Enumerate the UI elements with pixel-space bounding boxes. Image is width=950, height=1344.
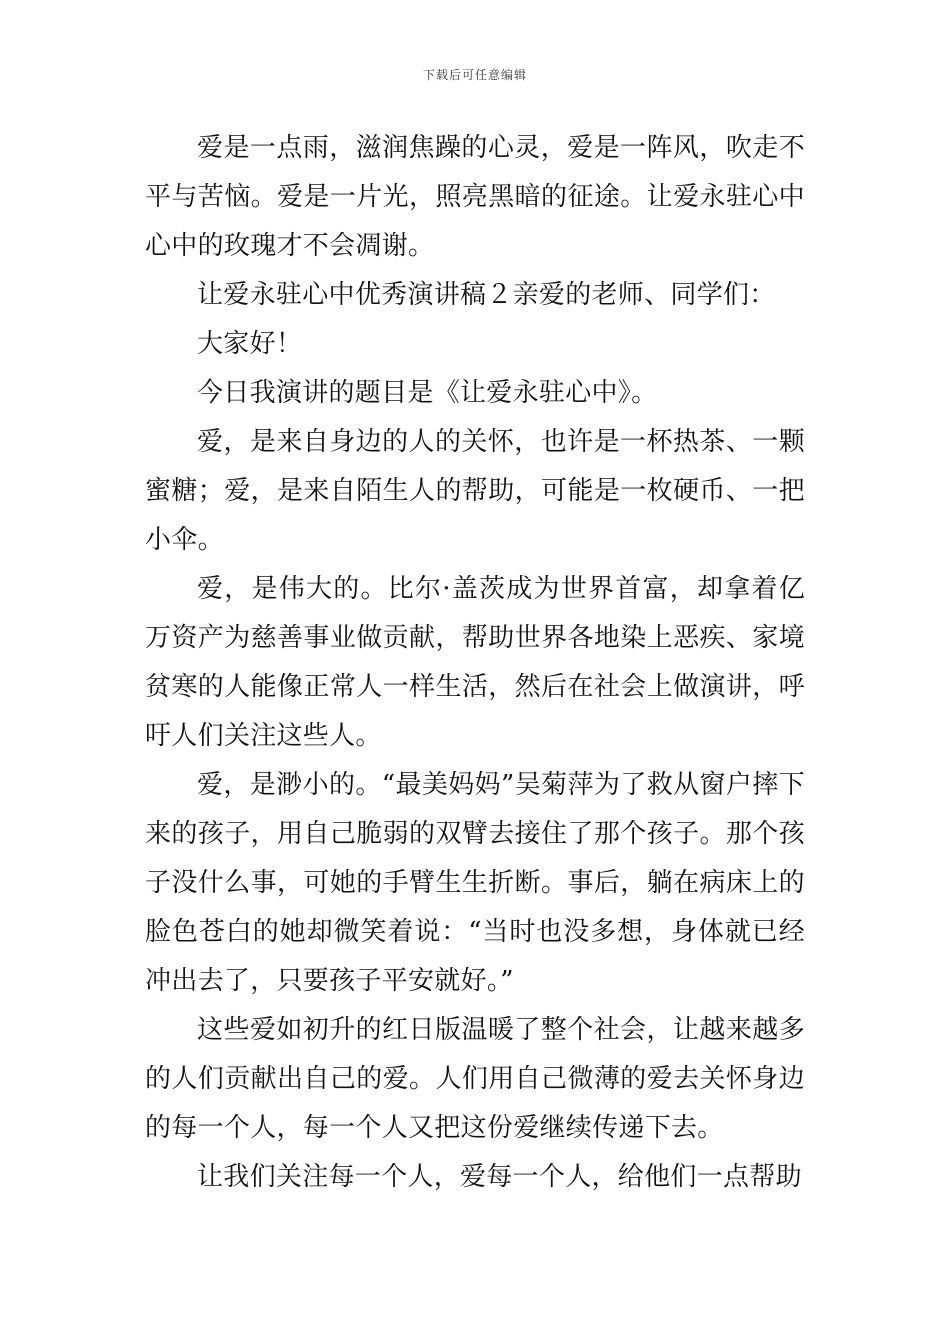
page-header: 下载后可任意编辑 <box>422 68 527 82</box>
paragraph-1: 爱是一点雨，滋润焦躁的心灵，爱是一阵风，吹走不平与苦恼。爱是一片光，照亮黑暗的征途。让爱永驻心中心中的玫瑰才不会凋谢。 <box>145 133 805 261</box>
document-body <box>145 124 805 1202</box>
paragraph-2: 让爱永驻心中优秀演讲稿２亲爱的老师、同学们： <box>197 280 776 310</box>
paragraph-4: 今日我演讲的题目是《让爱永驻心中》。 <box>197 378 658 408</box>
paragraph-9: 让我们关注每一个人，爱每一个人，给他们一点帮助 <box>197 1162 802 1192</box>
paragraph-6: 爱，是伟大的。比尔·盖茨成为世界首富，却拿着亿万资产为慈善事业做贡献，帮助世界各地染上恶疾、家境贫寒的人能像正常人一样生活，然后在社会上做演讲，呼吁人们关注这些人。 <box>145 574 805 751</box>
paragraph-5: 爱，是来自身边的人的关怀，也许是一杯热茶、一颗蜜糖；爱，是来自陌生人的帮助，可能是一枚硬币、一把小伞。 <box>145 427 805 555</box>
paragraph-7: 爱，是渺小的。“最美妈妈”吴菊萍为了救从窗户摔下来的孩子，用自己脆弱的双臂去接住了那个孩子。那个孩子没什么事，可她的手臂生生折断。事后，躺在病床上的脸色苍白的她却微笑着说：“当时也没多想，身体就已经冲出去了，只要孩子平安就好。” <box>145 770 805 996</box>
paragraph-8: 这些爱如初升的红日版温暖了整个社会，让越来越多的人们贡献出自己的爱。人们用自己微薄的爱去关怀身边的每一个人，每一个人又把这份爱继续传递下去。 <box>145 1015 805 1143</box>
paragraph-3: 大家好！ <box>197 329 303 359</box>
